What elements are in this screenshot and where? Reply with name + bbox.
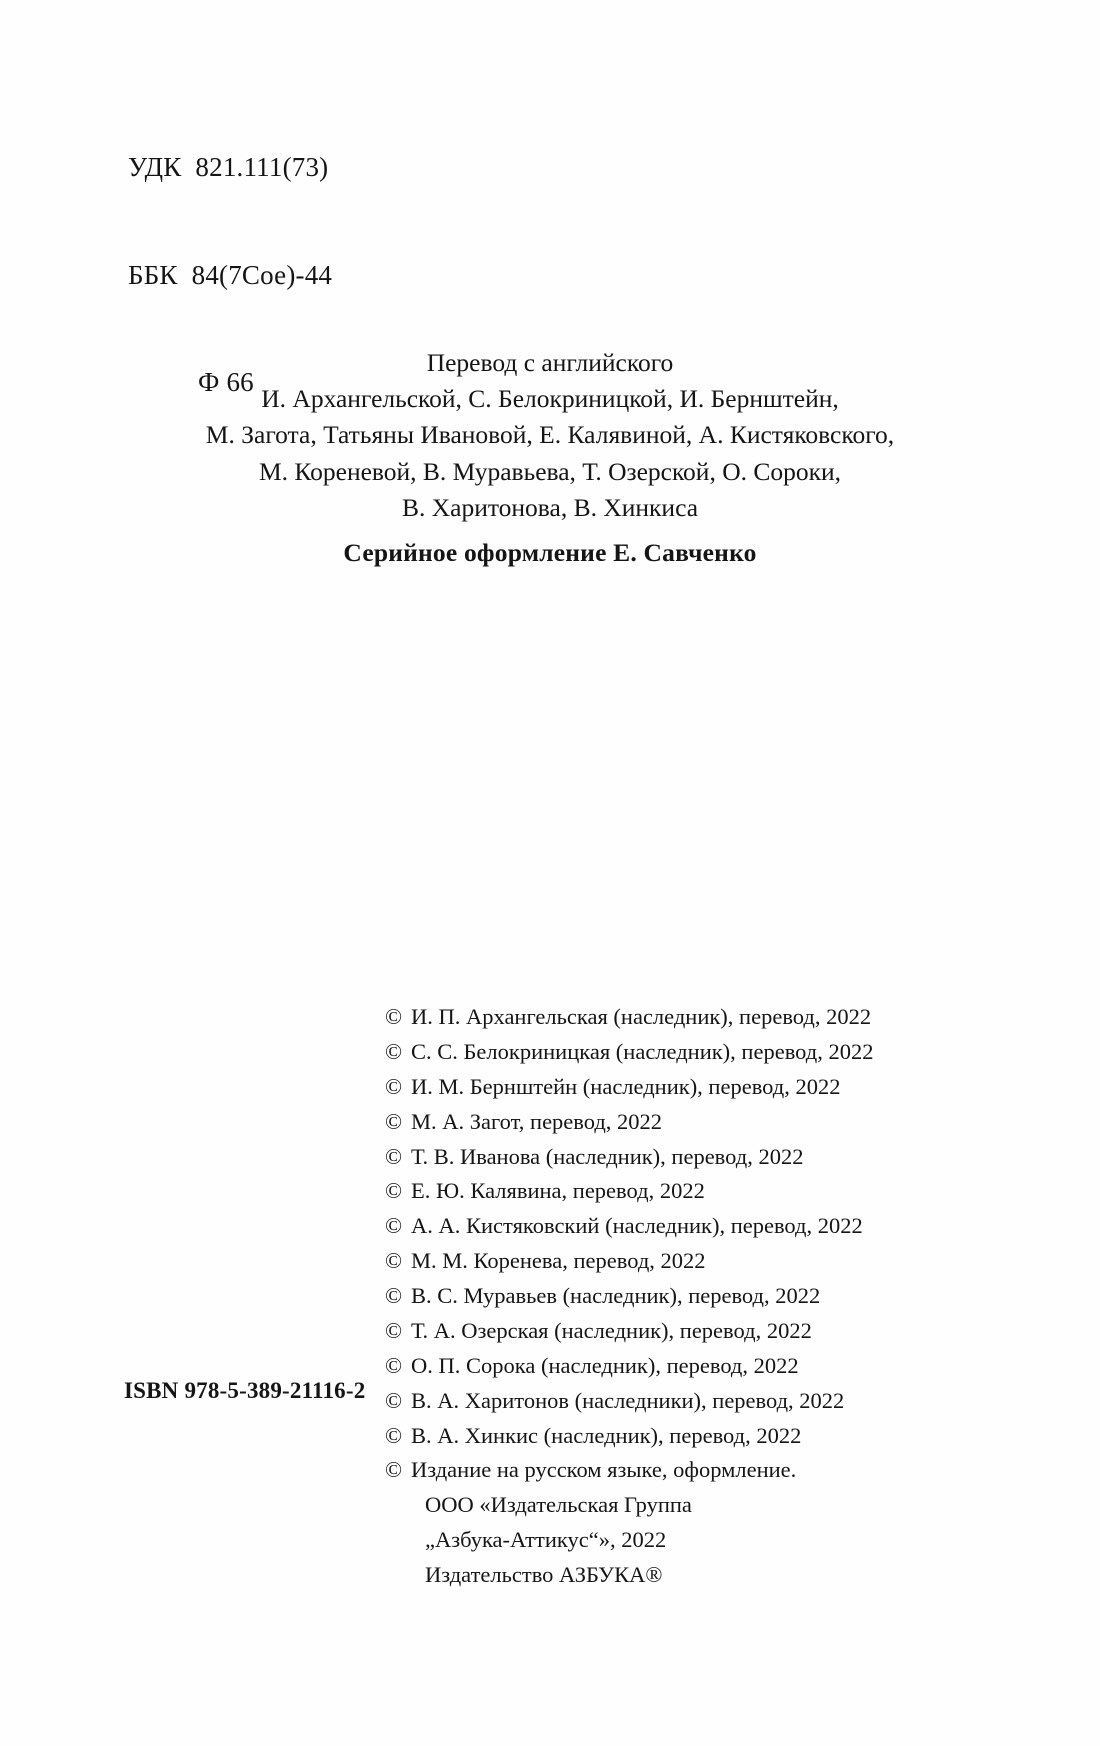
copyright-entry: [385, 1384, 1005, 1419]
copyright-symbol: ©: [385, 1457, 403, 1483]
copyright-entry: [385, 1105, 1005, 1140]
copyright-text: Т. А. Озерская (наследник), перевод, 2022: [411, 1317, 812, 1343]
udk-line: [128, 150, 332, 186]
copyright-entry: [385, 1314, 1005, 1349]
copyright-symbol: ©: [385, 1283, 403, 1308]
copyright-text: А. А. Кистяковский (наследник), перевод, 2022: [411, 1213, 863, 1239]
copyright-block: [385, 1000, 1005, 1593]
bbk-line: [128, 258, 332, 294]
copyright-text: И. П. Архангельская (наследник), перевод, 2022: [411, 1004, 872, 1029]
translator-line: М. Загота, Татьяны Ивановой, Е. Калявиной, А. Кистяковского,: [205, 420, 895, 450]
bbk-label: ББК: [128, 259, 178, 290]
copyright-entry: [385, 1000, 1005, 1035]
copyright-entry: [385, 1140, 1005, 1175]
shelf-mark-label: Ф 66: [198, 367, 254, 398]
translator-line: М. Кореневой, В. Муравьева, Т. Озерской, О. Сороки,: [258, 456, 842, 486]
copyright-entry: [385, 1070, 1005, 1105]
copyright-symbol: ©: [385, 1073, 403, 1099]
copyright-symbol: ©: [385, 1248, 403, 1274]
copyright-entry: [385, 1419, 1005, 1454]
udk-label: УДК: [128, 151, 182, 182]
copyright-symbol: ©: [385, 1387, 403, 1413]
copyright-text: М. А. Загот, перевод, 2022: [411, 1108, 663, 1134]
copyright-entry: [385, 1349, 1005, 1384]
translation-heading: Перевод с английского: [426, 348, 674, 377]
copyright-text: Е. Ю. Калявина, перевод, 2022: [411, 1178, 705, 1204]
copyright-text: „Азбука-Аттикус“», 2022: [425, 1527, 667, 1553]
udk-code: 821.111(73): [195, 151, 329, 182]
publisher-text: Издательство АЗБУКА®: [425, 1562, 663, 1587]
copyright-text: И. М. Бернштейн (наследник), перевод, 2022: [411, 1073, 841, 1099]
copyright-text: В. А. Харитонов (наследники), перевод, 2022: [411, 1387, 845, 1413]
copyright-symbol: ©: [385, 1004, 403, 1029]
series-design-credit: Серийное оформление Е. Савченко: [343, 538, 757, 567]
copyright-symbol: ©: [385, 1213, 403, 1239]
copyright-entry: [385, 1523, 1005, 1558]
copyright-entry: [385, 1279, 1005, 1314]
copyright-text: Т. В. Иванова (наследник), перевод, 2022: [411, 1143, 804, 1169]
translation-credits: [0, 345, 1100, 526]
translator-line: И. Архангельской, С. Белокриницкой, И. Бернштейн,: [261, 384, 839, 414]
copyright-text: В. А. Хинкис (наследник), перевод, 2022: [411, 1422, 802, 1448]
copyright-symbol: ©: [385, 1143, 403, 1169]
copyright-text: С. С. Белокриницкая (наследник), перевод, 2022: [411, 1038, 874, 1064]
isbn: ISBN 978-5-389-21116-2: [124, 1378, 366, 1403]
copyright-symbol: ©: [385, 1317, 403, 1343]
copyright-symbol: ©: [385, 1108, 403, 1134]
copyright-text: В. С. Муравьев (наследник), перевод, 2022: [411, 1283, 821, 1308]
copyright-symbol: ©: [385, 1038, 403, 1064]
copyright-entry: [385, 1174, 1005, 1209]
copyright-symbol: ©: [385, 1178, 403, 1204]
copyright-symbol: ©: [385, 1352, 403, 1378]
copyright-entry: [385, 1453, 1005, 1488]
copyright-entry: [385, 1035, 1005, 1070]
publisher-name: [385, 1558, 1005, 1593]
copyright-text: Издание на русском языке, оформление.: [411, 1457, 797, 1483]
copyright-text: О. П. Сорока (наследник), перевод, 2022: [411, 1352, 799, 1378]
copyright-entry: [385, 1209, 1005, 1244]
copyright-text: М. М. Коренева, перевод, 2022: [411, 1248, 706, 1274]
bbk-code: 84(7Сое)-44: [191, 259, 333, 290]
translator-line: В. Харитонова, В. Хинкиса: [401, 492, 699, 522]
copyright-entry: [385, 1488, 1005, 1523]
copyright-text: ООО «Издательская Группа: [425, 1492, 692, 1518]
copyright-symbol: ©: [385, 1422, 403, 1448]
copyright-entry: [385, 1244, 1005, 1279]
